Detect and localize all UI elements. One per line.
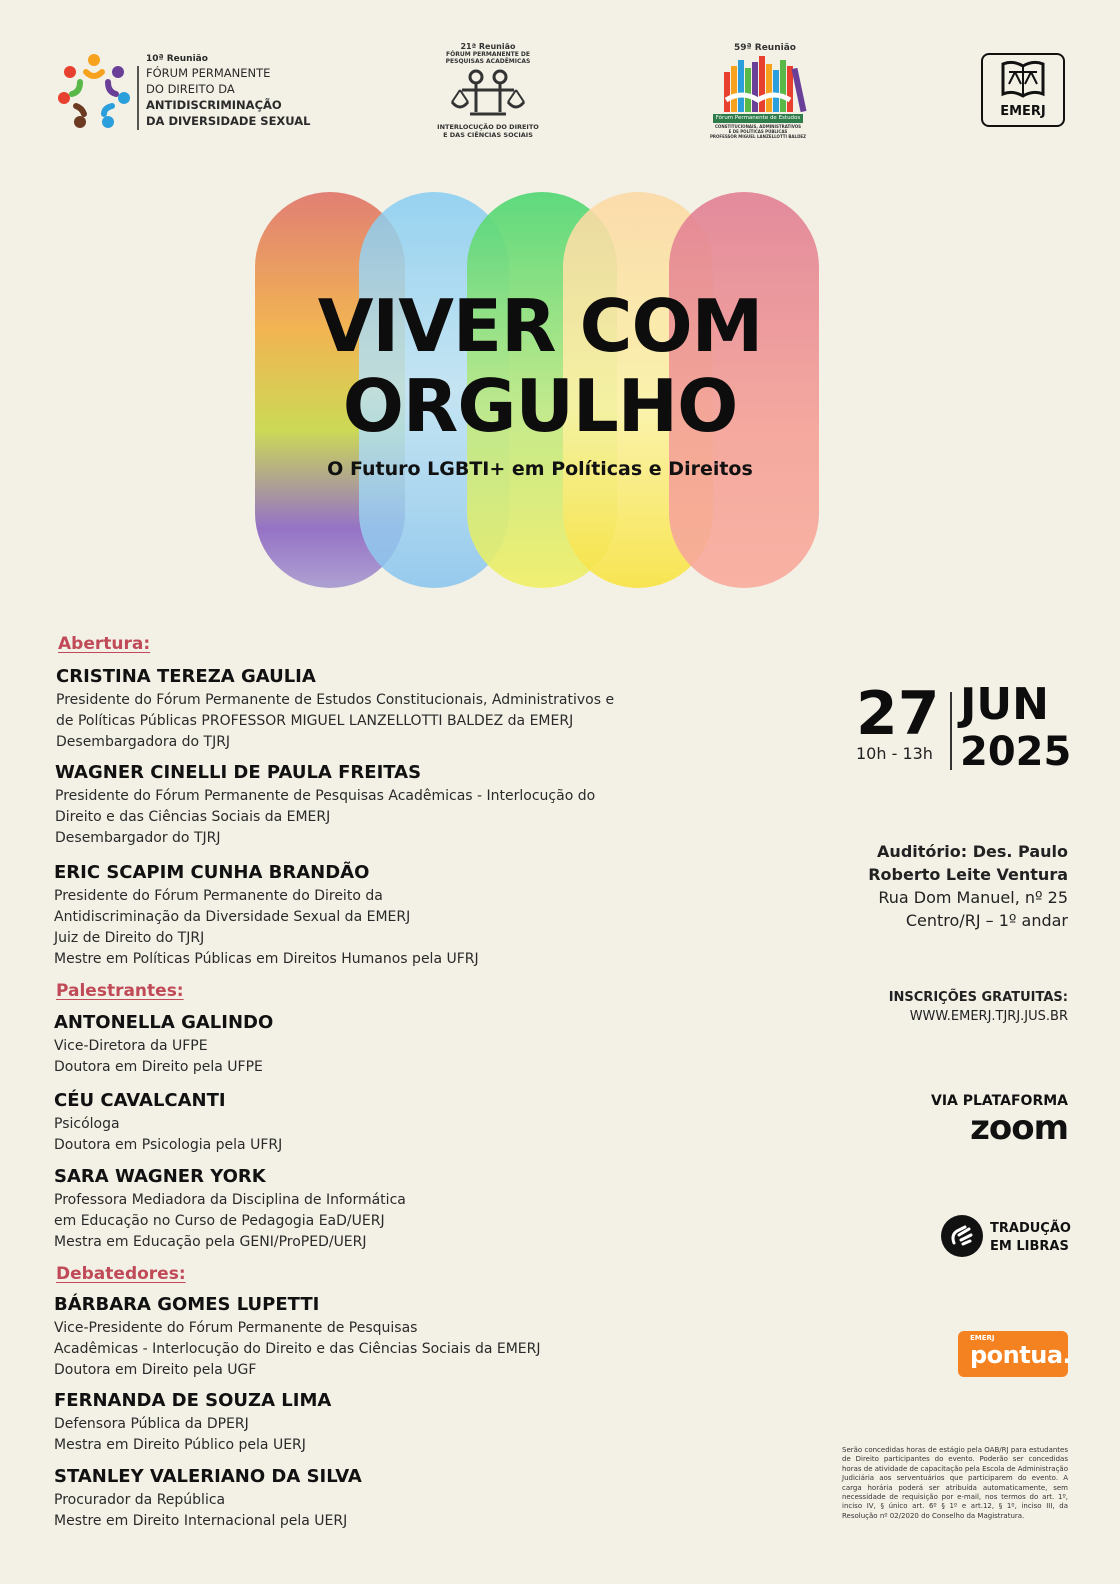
page-title xyxy=(260,286,820,446)
logo2-line: E DAS CIÊNCIAS SOCIAIS xyxy=(443,131,533,139)
desc-line: Doutora em Psicologia pela UFRJ xyxy=(54,1137,283,1153)
desc-line: Acadêmicas - Interlocução do Direito e das Ciências Sociais da EMERJ xyxy=(54,1341,541,1357)
logo1-line: DA DIVERSIDADE SEXUAL xyxy=(146,114,311,128)
speaker-description xyxy=(54,1190,406,1253)
logo1-line: FÓRUM PERMANENTE xyxy=(146,66,271,80)
libras-line: EM LIBRAS xyxy=(990,1239,1069,1254)
desc-line: Professora Mediadora da Disciplina de Informática xyxy=(54,1192,406,1208)
logo-divider xyxy=(137,66,139,130)
desc-line: Juiz de Direito do TJRJ xyxy=(54,930,205,946)
platform-label: VIA PLATAFORMA xyxy=(931,1093,1068,1109)
registration-link[interactable]: WWW.EMERJ.TJRJ.JUS.BR xyxy=(909,1009,1068,1024)
speaker-name: ANTONELLA GALINDO xyxy=(54,1012,274,1033)
sign-language-icon xyxy=(941,1215,983,1257)
desc-line: em Educação no Curso de Pedagogia EaD/UERJ xyxy=(54,1213,385,1229)
speaker-description xyxy=(54,1036,263,1078)
fine-print: Serão concedidas horas de estágio pela OAB/RJ para estudantes de Direito participantes do evento. Poderão ser concedidas horas de atividade de capacitação pela Escola de Administração Judiciária aos serventuários que participarem do evento. A carga horária poderá ser atribuída automaticamente, sem necessidade de requisição por e-mail, nos termos do art. 1º, inciso IV, § único art. 6º § 1º e art.12, § 1º, inciso III, da Resolução nº 02/2020 do Conselho da Magistratura. xyxy=(842,1446,1068,1520)
desc-line: Mestra em Direito Público pela UERJ xyxy=(54,1437,306,1453)
forum-diversidade-logo-icon xyxy=(52,50,136,134)
logo2-line: INTERLOCUÇÃO DO DIREITO xyxy=(437,123,539,131)
title-line-2: ORGULHO xyxy=(342,364,738,448)
logo3-line: E DE POLÍTICAS PÚBLICAS xyxy=(728,129,788,134)
speaker-description xyxy=(55,786,595,849)
speaker-description xyxy=(54,1318,541,1381)
desc-line: de Políticas Públicas PROFESSOR MIGUEL LANZELLOTTI BALDEZ da EMERJ xyxy=(56,713,574,729)
desc-line: Desembargadora do TJRJ xyxy=(56,734,231,750)
speaker-name: WAGNER CINELLI DE PAULA FREITAS xyxy=(55,762,422,783)
venue-name: Roberto Leite Ventura xyxy=(868,865,1068,884)
logo3-line: CONSTITUCIONAIS, ADMINISTRATIVOS xyxy=(714,124,802,129)
desc-line: Defensora Pública da DPERJ xyxy=(54,1416,249,1432)
desc-line: Mestre em Direito Internacional pela UERJ xyxy=(54,1513,348,1529)
section-abertura: Abertura: xyxy=(58,634,151,654)
logo1-reuniao: 10ª Reunião xyxy=(146,54,208,64)
desc-line: Presidente do Fórum Permanente de Estudos Constitucionais, Administrativos e xyxy=(56,692,615,708)
desc-line: Psicóloga xyxy=(54,1116,120,1132)
speaker-name: ERIC SCAPIM CUNHA BRANDÃO xyxy=(54,862,370,883)
logo2-reuniao: 21ª Reunião xyxy=(460,42,516,51)
speaker-name: STANLEY VALERIANO DA SILVA xyxy=(54,1466,362,1487)
scales-icon xyxy=(448,68,528,120)
logo3-line: PROFESSOR MIGUEL LANZELLOTTI BALDEZ xyxy=(709,134,807,139)
desc-line: Mestre em Políticas Públicas em Direitos Humanos pela UFRJ xyxy=(54,951,479,967)
event-month: JUN xyxy=(960,679,1049,730)
speaker-name: CRISTINA TEREZA GAULIA xyxy=(56,666,316,687)
speaker-name: FERNANDA DE SOUZA LIMA xyxy=(54,1390,332,1411)
venue-address: Centro/RJ – 1º andar xyxy=(905,911,1068,930)
section-palestrantes: Palestrantes: xyxy=(56,981,184,1001)
forum-diversidade-logo-text xyxy=(146,53,311,129)
registration-label: INSCRIÇÕES GRATUITAS: xyxy=(888,990,1068,1005)
desc-line: Mestra em Educação pela GENI/ProPED/UERJ xyxy=(54,1234,367,1250)
speaker-description xyxy=(54,1490,347,1532)
desc-line: Desembargador do TJRJ xyxy=(55,830,221,846)
logo3-subcaption xyxy=(704,124,812,139)
logo3-reuniao: 59ª Reunião xyxy=(734,43,796,53)
books-icon xyxy=(722,56,816,112)
desc-line: Doutora em Direito pela UGF xyxy=(54,1362,257,1378)
event-day: 27 xyxy=(856,679,940,749)
title-line-1: VIVER COM xyxy=(317,284,763,368)
speaker-name: SARA WAGNER YORK xyxy=(54,1166,266,1187)
speaker-description xyxy=(54,1414,306,1456)
section-debatedores: Debatedores: xyxy=(56,1264,186,1284)
logo3-band: Fórum Permanente de Estudos xyxy=(713,114,803,123)
desc-line: Doutora em Direito pela UFPE xyxy=(54,1059,263,1075)
desc-line: Presidente do Fórum Permanente do Direito da xyxy=(54,888,383,904)
date-divider xyxy=(950,692,952,770)
venue-name: Auditório: Des. Paulo xyxy=(877,842,1068,861)
desc-line: Presidente do Fórum Permanente de Pesquisas Acadêmicas - Interlocução do xyxy=(55,788,596,804)
speaker-name: CÉU CAVALCANTI xyxy=(54,1090,226,1111)
logo2-line: FÓRUM PERMANENTE DE xyxy=(446,51,530,58)
libras-label xyxy=(990,1220,1071,1256)
desc-line: Vice-Diretora da UFPE xyxy=(54,1038,208,1054)
venue-address: Rua Dom Manuel, nº 25 xyxy=(878,888,1068,907)
desc-line: Antidiscriminação da Diversidade Sexual da EMERJ xyxy=(54,909,411,925)
logo2-line: PESQUISAS ACADÊMICAS xyxy=(445,58,531,65)
emerj-logo-label: EMERJ xyxy=(1000,104,1046,119)
speaker-description xyxy=(56,690,614,753)
book-scales-icon xyxy=(999,58,1047,102)
forum-pesquisas-logo-subcaption xyxy=(432,123,544,139)
emerj-pontua-logo xyxy=(958,1331,1072,1377)
page-subtitle: O Futuro LGBTI+ em Políticas e Direitos xyxy=(327,458,753,480)
speaker-description xyxy=(54,1114,282,1156)
desc-line: Vice-Presidente do Fórum Permanente de Pesquisas xyxy=(54,1320,418,1336)
speaker-description xyxy=(54,886,479,970)
zoom-logo: zoom xyxy=(970,1108,1068,1148)
event-year: 2025 xyxy=(960,729,1072,775)
event-hours: 10h - 13h xyxy=(856,744,933,763)
desc-line: Procurador da República xyxy=(54,1492,226,1508)
libras-line: TRADUÇÃO xyxy=(990,1221,1071,1236)
logo1-line: DO DIREITO DA xyxy=(146,82,235,96)
logo1-line: ANTIDISCRIMINAÇÃO xyxy=(146,98,282,112)
desc-line: Direito e das Ciências Sociais da EMERJ xyxy=(55,809,331,825)
forum-pesquisas-logo-caption xyxy=(440,42,536,65)
speaker-name: BÁRBARA GOMES LUPETTI xyxy=(54,1294,320,1315)
pontua-wordmark: pontua. xyxy=(970,1341,1072,1369)
pontua-kicker: EMERJ xyxy=(970,1334,995,1342)
